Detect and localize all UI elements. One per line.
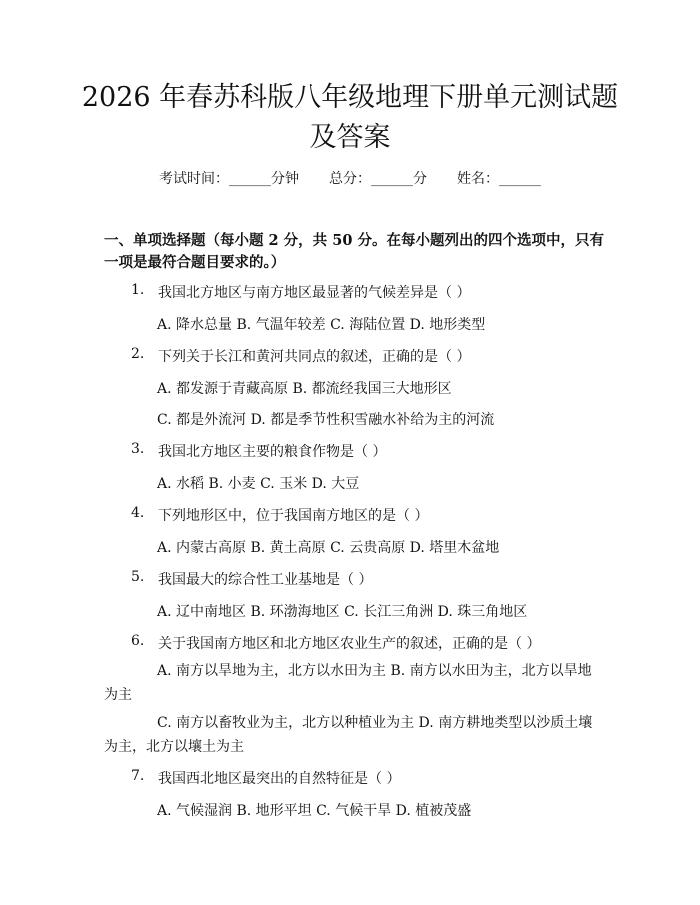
title-line-1: 2026 年春苏科版八年级地理下册单元测试题 bbox=[81, 82, 619, 113]
question-3-options: A. 水稻 B. 小麦 C. 玉米 D. 大豆 bbox=[157, 476, 360, 492]
question-text: 下列关于长江和黄河共同点的叙述，正确的是（ ） bbox=[158, 349, 471, 365]
question-6-options-a bbox=[104, 659, 604, 707]
question-text: 关于我国南方地区和北方地区农业生产的叙述，正确的是（ ） bbox=[158, 636, 541, 652]
question-5-options: A. 辽中南地区 B. 环渤海地区 C. 长江三角洲 D. 珠三角地区 bbox=[157, 604, 528, 620]
question-2-options-c: C. 都是外流河 D. 都是季节性积雪融水补给为主的河流 bbox=[157, 412, 495, 428]
question-number: 3. bbox=[131, 441, 145, 457]
question-4-options: A. 内蒙古高原 B. 黄土高原 C. 云贵高原 D. 塔里木盆地 bbox=[157, 540, 500, 556]
question-number: 1. bbox=[131, 282, 145, 298]
exam-time: 考试时间：______分钟 bbox=[159, 171, 299, 187]
title-line-2: 及答案 bbox=[309, 122, 391, 153]
question-text: 我国北方地区主要的粮食作物是（ ） bbox=[158, 444, 387, 460]
exam-score: 总分：______分 bbox=[329, 171, 427, 187]
question-text: 我国西北地区最突出的自然特征是（ ） bbox=[158, 771, 401, 787]
question-text: 我国北方地区与南方地区最显著的气候差异是（ ） bbox=[158, 285, 471, 301]
question-number: 4. bbox=[131, 505, 145, 521]
option-text: C. 南方以畜牧业为主，北方以种植业为主 D. 南方耕地类型以沙质土壤为主，北方以壤土为主 bbox=[104, 715, 593, 755]
question-text: 下列地形区中，位于我国南方地区的是（ ） bbox=[158, 508, 429, 524]
question-7-options: A. 气候湿润 B. 地形平坦 C. 气候干旱 D. 植被茂盛 bbox=[157, 803, 472, 819]
question-2-options-a: A. 都发源于青藏高原 B. 都流经我国三大地形区 bbox=[157, 381, 452, 397]
question-number: 2. bbox=[131, 346, 145, 362]
question-number: 6. bbox=[131, 633, 145, 649]
question-text: 我国最大的综合性工业基地是（ ） bbox=[158, 572, 373, 588]
exam-info bbox=[0, 168, 700, 188]
option-text: A. 南方以旱地为主，北方以水田为主 B. 南方以水田为主，北方以旱地为主 bbox=[104, 663, 592, 703]
question-6-options-c bbox=[104, 711, 604, 759]
question-number: 5. bbox=[131, 569, 145, 585]
document-title bbox=[70, 78, 630, 158]
question-number: 7. bbox=[131, 768, 145, 784]
exam-name: 姓名：______ bbox=[457, 171, 541, 187]
section-heading: 一、单项选择题（每小题 2 分，共 50 分。在每小题列出的四个选项中，只有一项是最符合题目要求的。） bbox=[104, 232, 604, 271]
question-1-options: A. 降水总量 B. 气温年较差 C. 海陆位置 D. 地形类型 bbox=[157, 317, 486, 333]
